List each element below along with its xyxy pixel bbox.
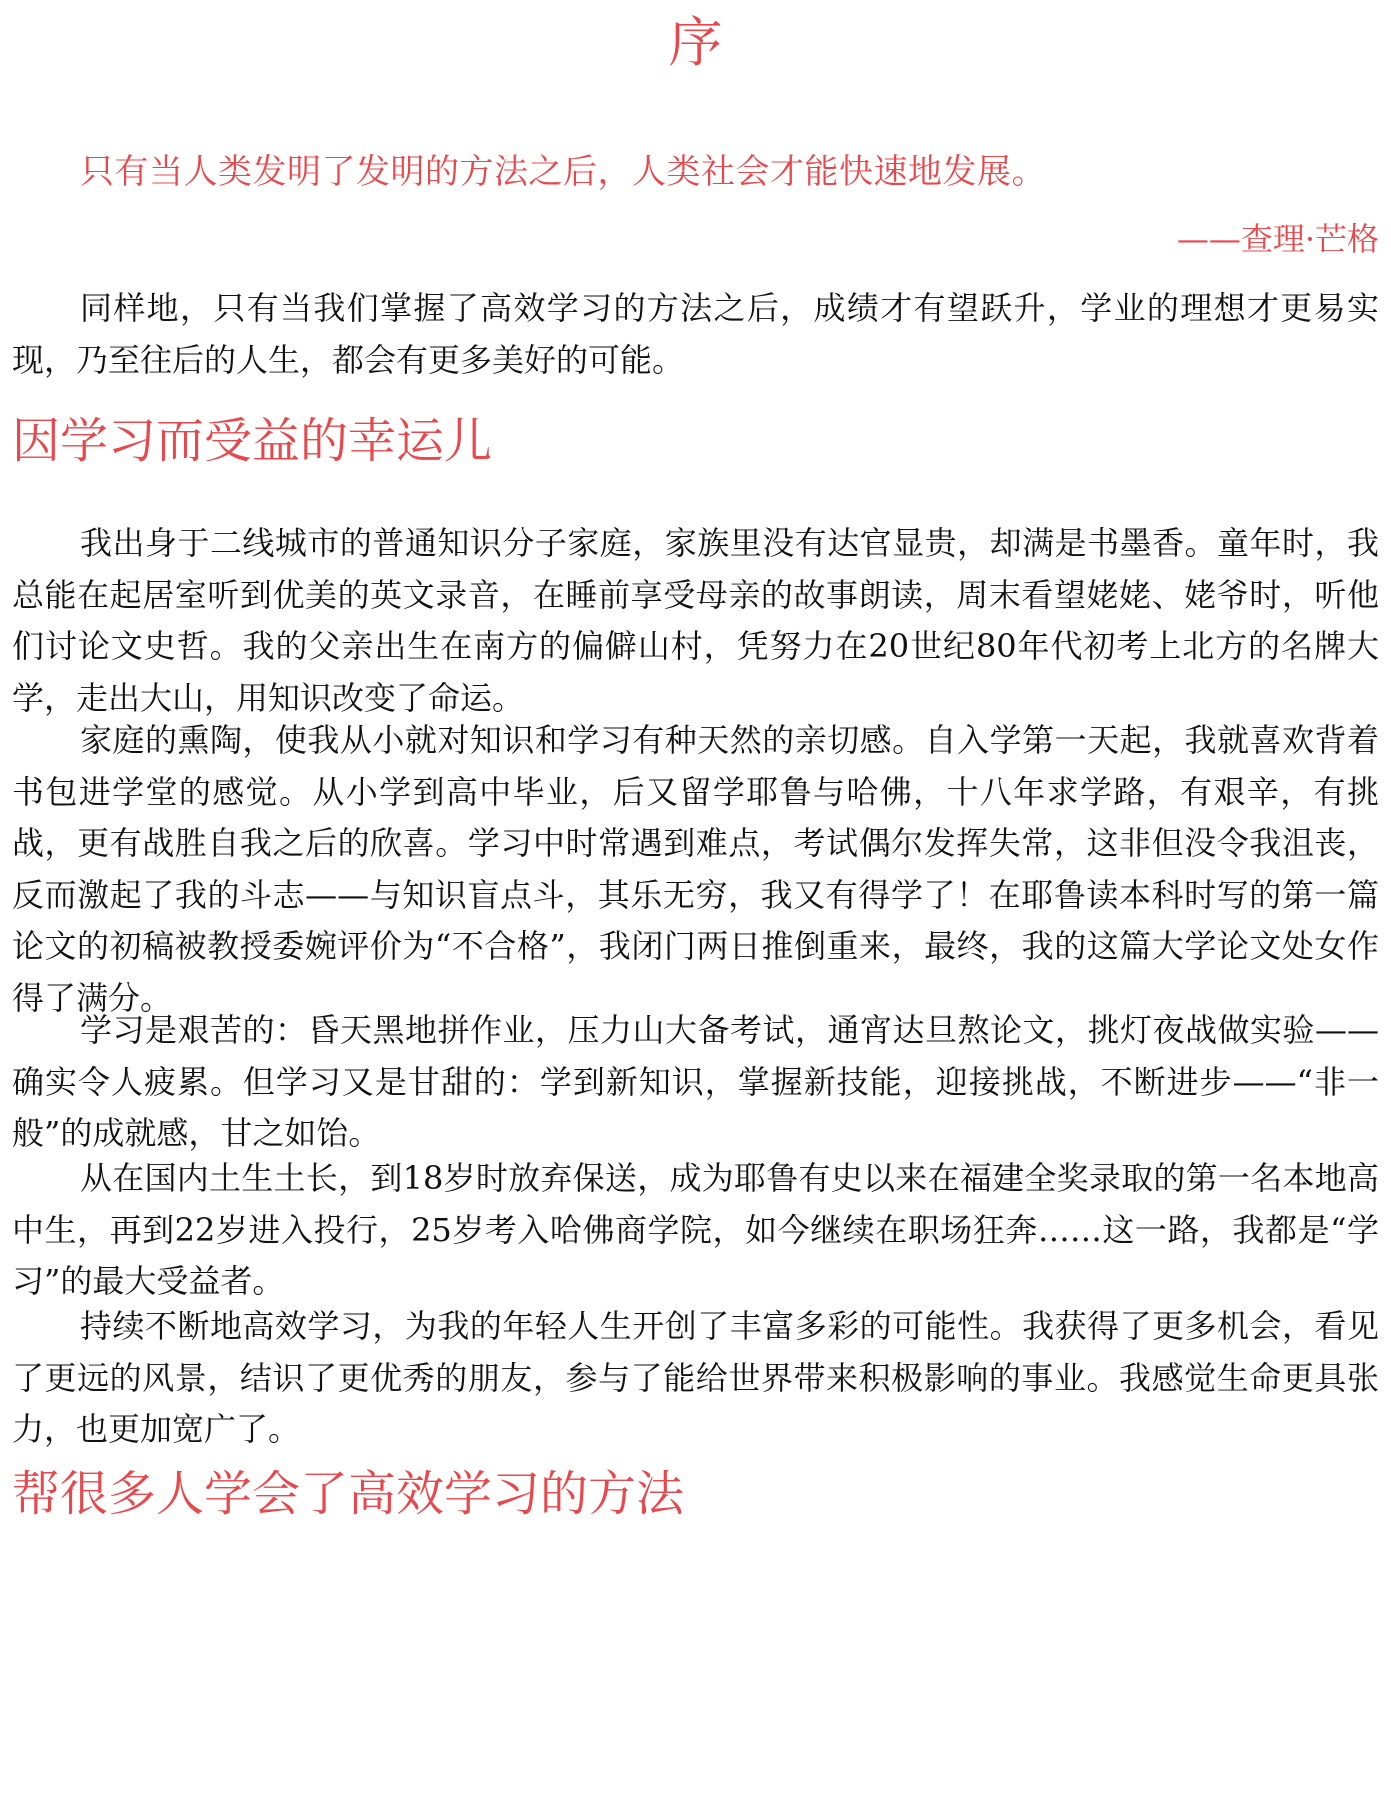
preface-title: 序 bbox=[668, 11, 723, 74]
section-1-paragraph-4: 从在国内土生土长，到18岁时放弃保送，成为耶鲁有史以来在福建全奖录取的第一名本地高中生，再到22岁进入投行，25岁考入哈佛商学院，如今继续在职场狂奔……这一路，我都是“学习”的最大受益者。 bbox=[12, 1159, 1379, 1300]
intro-paragraph: 同样地，只有当我们掌握了高效学习的方法之后，成绩才有望跃升，学业的理想才更易实现，乃至往后的人生，都会有更多美好的可能。 bbox=[12, 289, 1379, 379]
section-1-paragraph-2: 家庭的熏陶，使我从小就对知识和学习有种天然的亲切感。自入学第一天起，我就喜欢背着书包进学堂的感觉。从小学到高中毕业，后又留学耶鲁与哈佛，十八年求学路，有艰辛，有挑战，更有战胜自我之后的欣喜。学习中时常遇到难点，考试偶尔发挥失常，这非但没令我沮丧，反而激起了我的斗志——与知识盲点斗，其乐无穷，我又有得学了！在耶鲁读本科时写的第一篇论文的初稿被教授委婉评价为“不合格”，我闭门两日推倒重来，最终，我的这篇大学论文处女作得了满分。 bbox=[12, 721, 1379, 1017]
section-1-paragraph-3: 学习是艰苦的：昏天黑地拼作业，压力山大备考试，通宵达旦熬论文，挑灯夜战做实验——确实令人疲累。但学习又是甘甜的：学到新知识，掌握新技能，迎接挑战，不断进步——“非一般”的成就感，甘之如饴。 bbox=[12, 1011, 1379, 1152]
epigraph-attribution: ——查理·芒格 bbox=[1176, 220, 1379, 258]
book-page bbox=[12, 0, 1379, 1800]
section-1-paragraph-5: 持续不断地高效学习，为我的年轻人生开创了丰富多彩的可能性。我获得了更多机会，看见了更远的风景，结识了更优秀的朋友，参与了能给世界带来积极影响的事业。我感觉生命更具张力，也更加宽广了。 bbox=[12, 1307, 1379, 1448]
section-heading-lucky-learner: 因学习而受益的幸运儿 bbox=[12, 413, 493, 469]
epigraph-quote: 只有当人类发明了发明的方法之后，人类社会才能快速地发展。 bbox=[80, 152, 1046, 192]
section-1-paragraph-1: 我出身于二线城市的普通知识分子家庭，家族里没有达官显贵，却满是书墨香。童年时，我总能在起居室听到优美的英文录音，在睡前享受母亲的故事朗读，周末看望姥姥、姥爷时，听他们讨论文史哲。我的父亲出生在南方的偏僻山村，凭努力在20世纪80年代初考上北方的名牌大学，走出大山，用知识改变了命运。 bbox=[12, 524, 1379, 717]
section-heading-efficient-learning: 帮很多人学会了高效学习的方法 bbox=[12, 1466, 685, 1522]
